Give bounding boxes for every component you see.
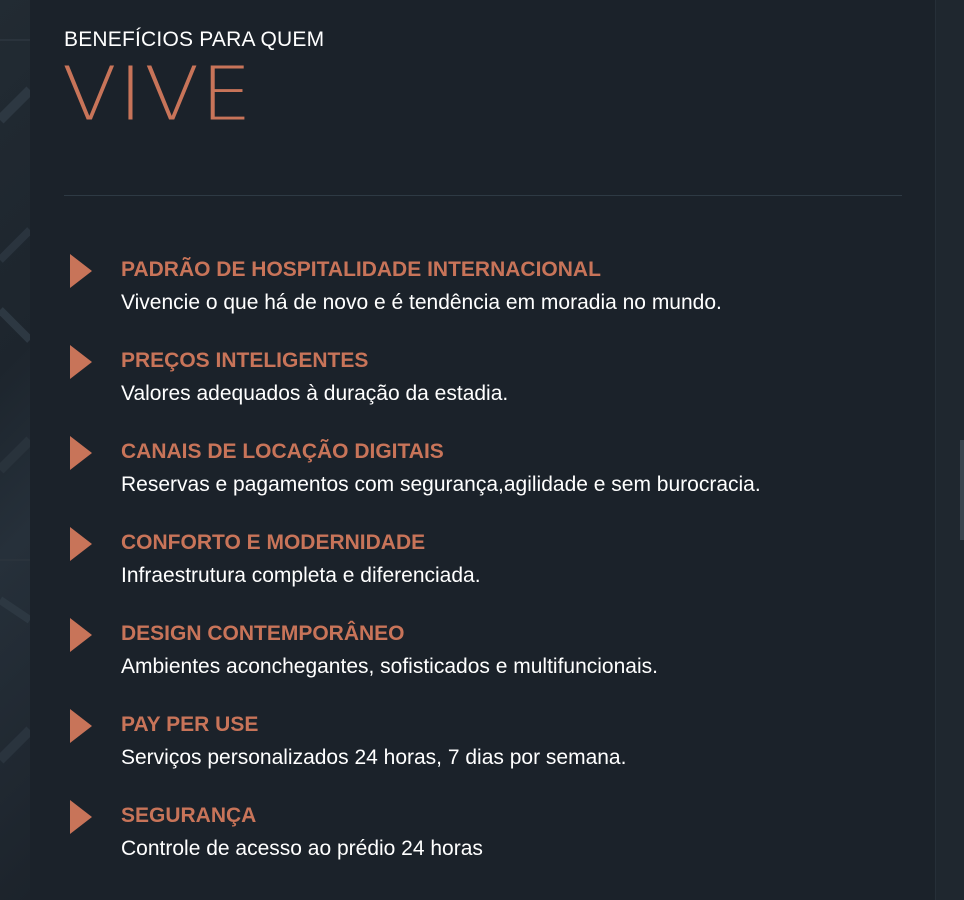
section-headline: VIVE [62, 51, 254, 138]
geometric-pattern [0, 0, 30, 900]
benefit-title: CANAIS DE LOCAÇÃO DIGITAIS [121, 440, 444, 463]
background-pattern-left [0, 0, 30, 900]
play-arrow-icon [70, 800, 92, 834]
benefit-item [64, 618, 904, 709]
benefit-description: Vivencie o que há de novo e é tendência em moradia no mundo. [121, 291, 722, 314]
benefit-item [64, 254, 904, 345]
play-arrow-icon [70, 345, 92, 379]
benefit-title: CONFORTO E MODERNIDADE [121, 531, 426, 554]
benefit-description: Ambientes aconchegantes, sofisticados e multifuncionais. [121, 655, 658, 678]
benefit-item [64, 527, 904, 618]
play-arrow-icon [70, 436, 92, 470]
divider [64, 195, 902, 196]
benefit-title: PREÇOS INTELIGENTES [121, 349, 369, 372]
benefit-item [64, 800, 904, 891]
play-arrow-icon [70, 254, 92, 288]
play-arrow-icon [70, 709, 92, 743]
benefit-item [64, 345, 904, 436]
benefit-title: PAY PER USE [121, 713, 259, 736]
benefits-list [64, 254, 904, 891]
play-arrow-icon [70, 618, 92, 652]
benefit-item [64, 436, 904, 527]
benefit-description: Infraestrutura completa e diferenciada. [121, 564, 481, 587]
benefit-title: PADRÃO DE HOSPITALIDADE INTERNACIONAL [121, 258, 601, 281]
benefit-description: Controle de acesso ao prédio 24 horas [121, 837, 483, 860]
section-eyebrow: BENEFÍCIOS PARA QUEM [64, 28, 325, 51]
right-edge [935, 0, 964, 900]
benefit-description: Valores adequados à duração da estadia. [121, 382, 509, 405]
benefit-title: DESIGN CONTEMPORÂNEO [121, 622, 405, 645]
benefit-title: SEGURANÇA [121, 804, 257, 827]
benefits-panel [30, 0, 936, 900]
benefit-description: Reservas e pagamentos com segurança,agilidade e sem burocracia. [121, 473, 761, 496]
benefit-description: Serviços personalizados 24 horas, 7 dias por semana. [121, 746, 627, 769]
scrollbar-thumb[interactable] [960, 440, 964, 540]
benefit-item [64, 709, 904, 800]
play-arrow-icon [70, 527, 92, 561]
